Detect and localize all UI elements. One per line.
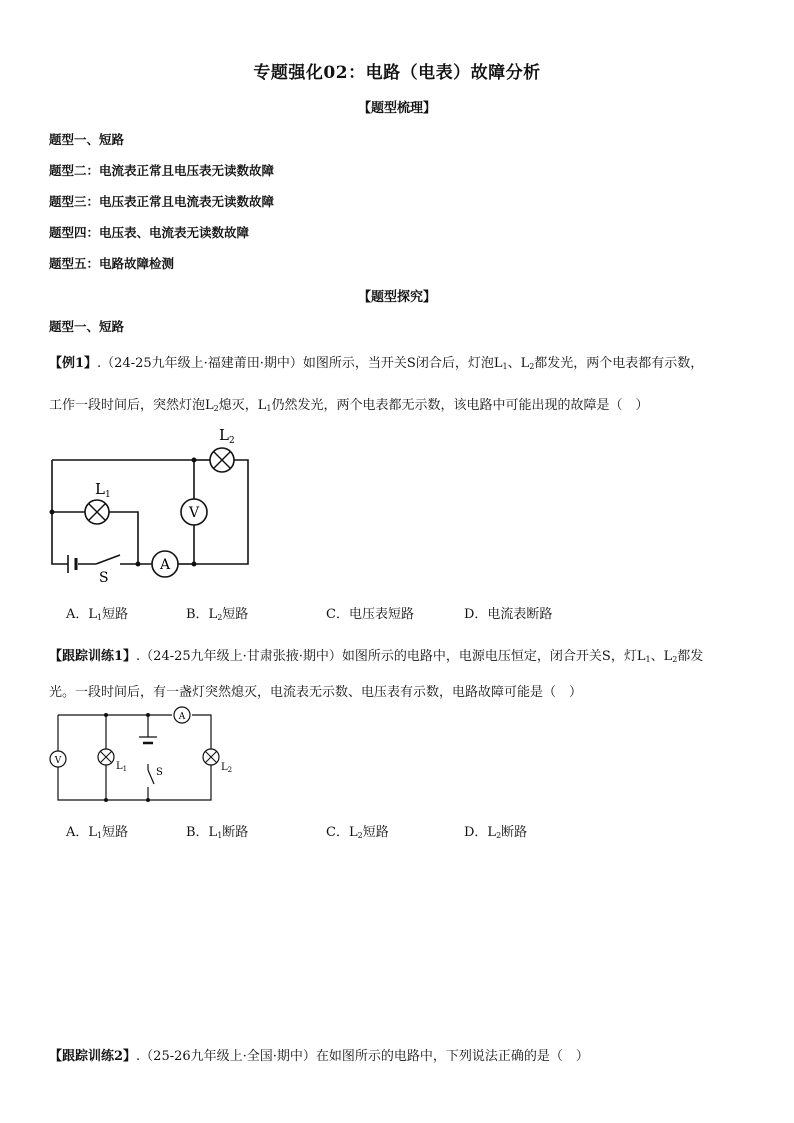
type-item-4: 题型四：电压表、电流表无读数故障 xyxy=(49,225,250,240)
lamp-L2-icon xyxy=(210,448,234,472)
lamp-2-L2-icon xyxy=(203,749,219,765)
training1-option-d[interactable]: D．$L_2$断路 xyxy=(464,825,528,840)
ammeter-icon xyxy=(152,551,178,577)
training1-option-c[interactable]: C．$L_2$短路 xyxy=(326,825,389,840)
svg-text:V: V xyxy=(54,756,62,766)
ammeter-2-icon xyxy=(174,707,190,723)
lamp-2-L2-label: $L_2$ xyxy=(221,762,233,774)
lamp-2-L1-icon xyxy=(98,749,114,765)
example1-line1: 【例1】.（24-25九年级上·福建莆田·期中）如图所示，当开关S闭合后，灯泡$L_1$、$L_2$都发光，两个电表都有示数， xyxy=(49,356,704,371)
switch-2-S-label: S xyxy=(156,767,163,778)
svg-text:A: A xyxy=(178,712,186,722)
training2-source: .（25-26九年级上·全国·期中） xyxy=(136,1049,316,1064)
example1-option-b[interactable]: B．$L_2$短路 xyxy=(186,607,249,622)
example1-tag: 【例1】 xyxy=(49,356,98,371)
svg-text:V: V xyxy=(188,505,200,521)
lamp-2-L1-label: $L_1$ xyxy=(116,761,128,773)
lamp-L2-label: $L_2$ xyxy=(219,426,235,446)
example1-source: .（24-25九年级上·福建莆田·期中） xyxy=(97,356,303,371)
lamp-L1-label: $L_1$ xyxy=(95,480,111,500)
training2-tag: 【跟踪训练2】 xyxy=(49,1049,137,1064)
training1-option-b[interactable]: B．$L_1$断路 xyxy=(186,825,249,840)
type-item-2: 题型二：电流表正常且电压表无读数故障 xyxy=(49,163,275,178)
explore-header: 【题型探究】 xyxy=(357,290,436,305)
example1-line2: 工作一段时间后，突然灯泡$L_2$熄灭，$L_1$仍然发光，两个电表都无示数，该电路中可能出现的故障是（ ） xyxy=(49,398,649,413)
example1-option-a[interactable]: A．$L_1$短路 xyxy=(66,607,129,622)
training1-tag: 【跟踪训练1】 xyxy=(49,649,137,664)
example1-option-c[interactable]: C．电压表短路 xyxy=(326,607,414,622)
lamp-L1-icon xyxy=(85,500,109,524)
example1-option-d[interactable]: D．电流表断路 xyxy=(464,607,553,622)
review-header: 【题型梳理】 xyxy=(357,101,436,116)
training1-line2: 光。一段时间后，有一盏灯突然熄灭，电流表无示数、电压表有示数，电路故障可能是（ ） xyxy=(49,685,583,700)
type-item-5: 题型五：电路故障检测 xyxy=(49,256,175,271)
voltmeter-icon xyxy=(181,499,207,525)
svg-text:A: A xyxy=(159,557,171,573)
training1-source: .（24-25九年级上·甘肃张掖·期中） xyxy=(136,649,342,664)
type1-heading: 题型一、短路 xyxy=(49,319,125,334)
type-item-1: 题型一、短路 xyxy=(49,132,125,147)
switch-S-label: S xyxy=(99,570,109,586)
training1-option-a[interactable]: A．$L_1$短路 xyxy=(66,825,129,840)
voltmeter-2-icon xyxy=(50,751,66,767)
circuit-diagram-2 xyxy=(50,707,232,802)
training2-line1: 【跟踪训练2】.（25-26九年级上·全国·期中）在如图所示的电路中，下列说法正确的是（ ） xyxy=(49,1049,589,1064)
type-item-3: 题型三：电压表正常且电流表无读数故障 xyxy=(49,194,275,209)
training1-line1: 【跟踪训练1】.（24-25九年级上·甘肃张掖·期中）如图所示的电路中，电源电压恒定，闭合开关S，灯$L_1$、$L_2$都发 xyxy=(49,649,704,664)
page-title: 专题强化02：电路（电表）故障分析 xyxy=(253,63,541,83)
